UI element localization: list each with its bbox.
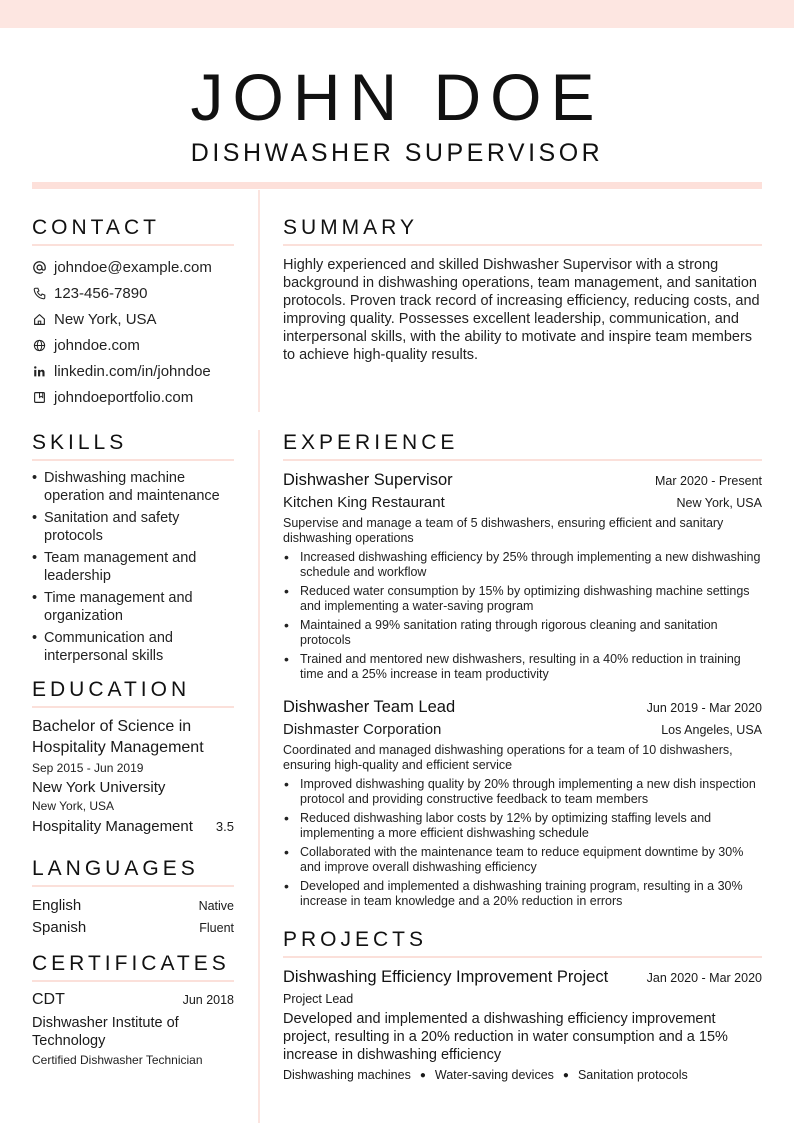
project-dates: Jan 2020 - Mar 2020 — [646, 971, 762, 985]
languages-heading: LANGUAGES — [32, 857, 234, 887]
language-row — [32, 917, 234, 939]
job-location: Los Angeles, USA — [661, 723, 762, 737]
skill-item: • Team management and leadership — [32, 549, 234, 585]
languages-section — [32, 857, 234, 939]
project-tag: Sanitation protocols — [577, 1068, 688, 1082]
project-tags — [283, 1068, 762, 1082]
job-location: New York, USA — [676, 496, 762, 510]
candidate-title: DISHWASHER SUPERVISOR — [190, 139, 604, 167]
education-location: New York, USA — [32, 799, 115, 813]
globe-icon — [32, 338, 46, 352]
contact-website-text: johndoe.com — [54, 336, 140, 354]
contact-portfolio[interactable] — [32, 384, 234, 410]
skills-section — [32, 431, 234, 669]
project-description: Developed and implemented a dishwashing efficiency improvement project, resulting in a 20% reduction in water consumption and a 15% increase in dishwashing efficiency — [283, 1011, 728, 1063]
at-icon — [32, 260, 46, 274]
candidate-name: JOHN DOE — [190, 60, 604, 134]
tag-separator-dot: ● — [562, 1069, 569, 1081]
job-entry — [283, 469, 762, 682]
contact-linkedin-text: linkedin.com/in/johndoe — [54, 362, 211, 380]
achievement-item: • Improved dishwashing quality by 20% through implementing a new dish inspection protocol and providing constructive feedback to team members — [283, 777, 762, 807]
summary-section — [283, 216, 762, 364]
projects-heading: PROJECTS — [283, 928, 762, 958]
summary-text: Highly experienced and skilled Dishwasher Supervisor with a strong background in dishwashing operations, team management, and sanitation protocols. Proven track record of increasing efficiency, reducing costs, and improving quality. Possesses excellent leadership, communication, and interpersonal skills, with the ability to motivate and inspire team members to achieve high-quality results. — [283, 257, 760, 363]
contact-heading: CONTACT — [32, 216, 234, 246]
education-section — [32, 678, 234, 835]
job-title: Dishwasher Supervisor — [283, 471, 453, 489]
skills-list — [32, 469, 234, 665]
contact-location-text: New York, USA — [54, 310, 157, 328]
education-field: Hospitality Management — [32, 818, 193, 835]
project-tag: Dishwashing machines — [283, 1068, 411, 1082]
job-title: Dishwasher Team Lead — [283, 698, 456, 716]
job-achievements — [283, 550, 762, 682]
achievement-item: • Collaborated with the maintenance team to reduce equipment downtime by 30% and improve overall dishwashing efficiency — [283, 845, 762, 875]
certificates-heading: CERTIFICATES — [32, 952, 234, 982]
contact-phone-text: 123-456-7890 — [54, 284, 148, 302]
tag-separator-dot: ● — [419, 1069, 426, 1081]
certificate-name: CDT — [32, 991, 65, 1008]
job-dates: Mar 2020 - Present — [655, 474, 762, 488]
certificates-section — [32, 952, 234, 1068]
language-name: English — [32, 897, 82, 914]
linkedin-icon — [32, 364, 46, 378]
job-company: Kitchen King Restaurant — [283, 494, 445, 511]
home-icon — [32, 312, 46, 326]
contact-linkedin[interactable] — [32, 358, 234, 384]
achievement-item: • Developed and implemented a dishwashing training program, resulting in a 30% increase in team knowledge and a 20% reduction in errors — [283, 879, 762, 909]
achievement-item: • Increased dishwashing efficiency by 25% through implementing a new dishwashing schedule and workflow — [283, 550, 762, 580]
skill-item: • Dishwashing machine operation and maintenance — [32, 469, 234, 505]
skill-item: • Communication and interpersonal skills — [32, 629, 234, 665]
language-level: Fluent — [199, 921, 234, 935]
job-dates: Jun 2019 - Mar 2020 — [646, 701, 762, 715]
contact-website[interactable] — [32, 332, 234, 358]
phone-icon — [32, 286, 46, 300]
contact-section — [32, 216, 234, 410]
job-description: Coordinated and managed dishwashing operations for a team of 10 dishwashers, ensuring high-quality and efficient service — [283, 743, 733, 772]
job-achievements — [283, 777, 762, 909]
summary-heading: SUMMARY — [283, 216, 762, 246]
contact-email-text: johndoe@example.com — [54, 258, 212, 276]
contact-email[interactable] — [32, 254, 234, 280]
project-tag: Water-saving devices — [434, 1068, 554, 1082]
portfolio-icon — [32, 390, 46, 404]
education-school: New York University — [32, 779, 166, 796]
job-description: Supervise and manage a team of 5 dishwashers, ensuring efficient and sanitary dishwashing operations — [283, 516, 724, 545]
skill-item: • Sanitation and safety protocols — [32, 509, 234, 545]
header-divider — [32, 182, 762, 189]
language-level: Native — [198, 899, 234, 913]
column-divider-bottom — [258, 430, 260, 1123]
experience-section — [283, 431, 762, 913]
column-divider-top — [258, 190, 260, 412]
achievement-item: • Maintained a 99% sanitation rating through rigorous cleaning and sanitation protocols — [283, 618, 762, 648]
education-dates: Sep 2015 - Jun 2019 — [32, 761, 144, 775]
contact-location — [32, 306, 234, 332]
experience-heading: EXPERIENCE — [283, 431, 762, 461]
top-accent-band — [0, 0, 794, 28]
certificate-org: Dishwasher Institute of Technology — [32, 1015, 179, 1049]
contact-phone[interactable] — [32, 280, 234, 306]
job-company: Dishmaster Corporation — [283, 721, 442, 738]
achievement-item: • Trained and mentored new dishwashers, resulting in a 40% reduction in training time and a 25% increase in team productivity — [283, 652, 762, 682]
skill-item: • Time management and organization — [32, 589, 234, 625]
skills-heading: SKILLS — [32, 431, 234, 461]
certificate-date: Jun 2018 — [182, 993, 234, 1007]
job-entry — [283, 696, 762, 909]
certificate-full-name: Certified Dishwasher Technician — [32, 1053, 203, 1067]
education-gpa: 3.5 — [215, 819, 234, 834]
education-degree: Bachelor of Science in Hospitality Management — [32, 718, 204, 756]
projects-section — [283, 928, 762, 1082]
language-name: Spanish — [32, 919, 87, 936]
education-heading: EDUCATION — [32, 678, 234, 708]
project-role: Project Lead — [283, 992, 354, 1006]
achievement-item: • Reduced dishwashing labor costs by 12% by optimizing staffing levels and implementing a more efficient dishwashing schedule — [283, 811, 762, 841]
achievement-item: • Reduced water consumption by 15% by optimizing dishwashing machine settings and implementing a water-saving program — [283, 584, 762, 614]
language-row — [32, 895, 234, 917]
contact-portfolio-text: johndoeportfolio.com — [54, 388, 194, 406]
project-name: Dishwashing Efficiency Improvement Project — [283, 968, 609, 986]
